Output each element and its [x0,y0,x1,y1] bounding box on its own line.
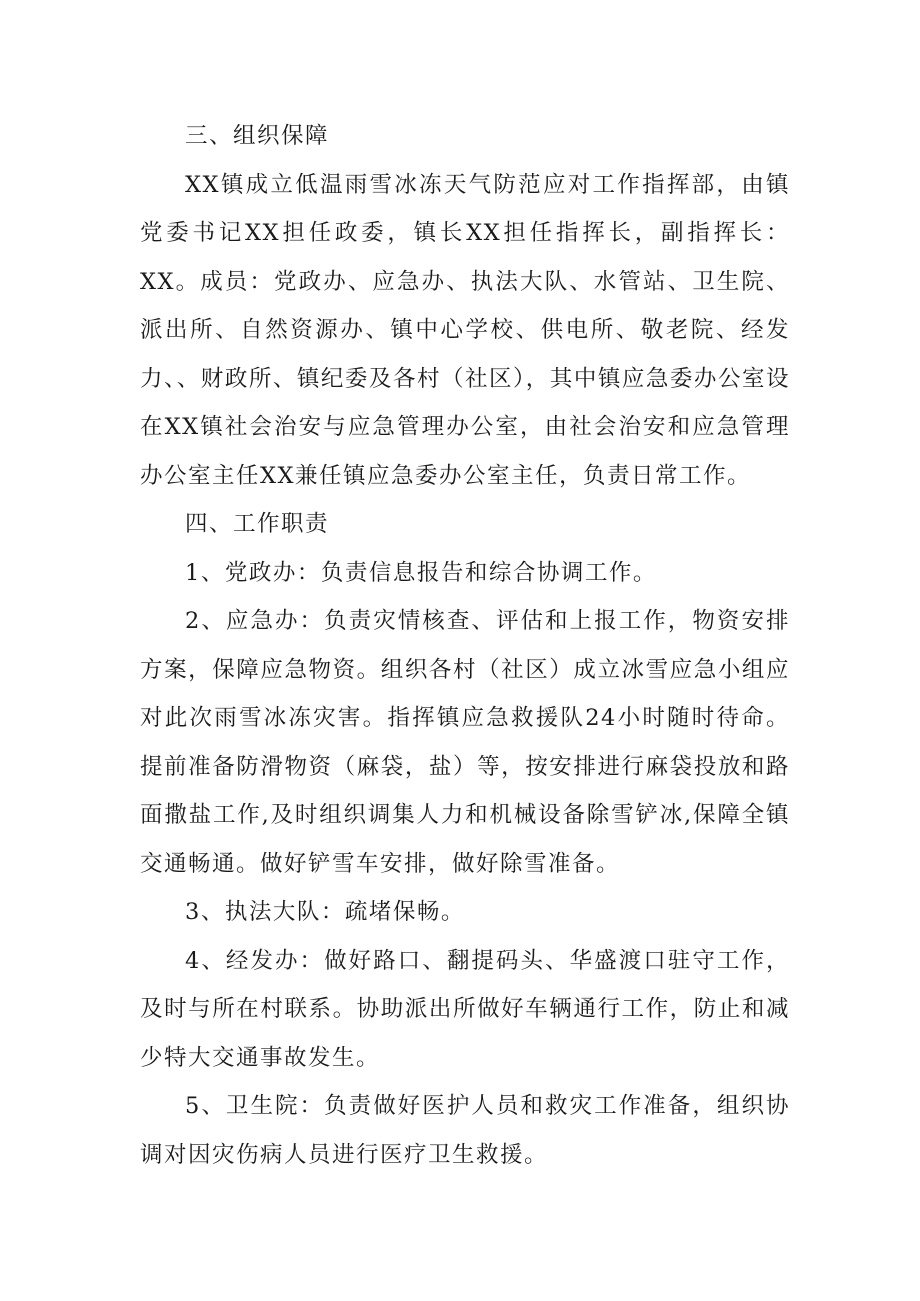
paragraph-command-structure: XX镇成立低温雨雪冰冻天气防范应对工作指挥部，由镇党委书记XX担任政委，镇长XX担任指挥长，副指挥长：XX。成员：党政办、应急办、执法大队、水管站、卫生院、派出所、自然资源办、镇中心学校、供电所、敬老院、经发力、、财政所、镇纪委及各村（社区），其中镇应急委办公室设在XX镇社会治安与应急管理办公室，由社会治安和应急管理办公室主任XX兼任镇应急委办公室主任，负责日常工作。 [140,171,790,489]
paragraph-duty-law-enforcement: 3、执法大队：疏堵保畅。 [185,899,465,925]
section-heading-organization: 三、组织保障 [185,123,330,149]
paragraph-duty-emergency-office: 2、应急办：负责灾情核查、评估和上报工作，物资安排方案，保障应急物资。组织各村（社区）成立冰雪应急小组应对此次雨雪冰冻灾害。指挥镇应急救援队24小时随时待命。提前准备防滑物资（麻袋，盐）等，按安排进行麻袋投放和路面撒盐工作,及时组织调集人力和机械设备除雪铲冰,保障全镇交通畅通。做好铲雪车安排，做好除雪准备。 [140,608,790,877]
paragraph-duty-health-center: 5、卫生院：负责做好医护人员和救灾工作准备，组织协调对因灾伤病人员进行医疗卫生救援。 [140,1093,790,1168]
paragraph-duty-party-office: 1、党政办：负责信息报告和综合协调工作。 [185,559,657,586]
paragraph-duty-economic-office: 4、经发办：做好路口、翻提码头、华盛渡口驻守工作，及时与所在村联系。协助派出所做好车辆通行工作，防止和减少特大交通事故发生。 [140,947,790,1071]
section-heading-duties: 四、工作职责 [185,511,330,537]
document-body [140,112,790,1179]
